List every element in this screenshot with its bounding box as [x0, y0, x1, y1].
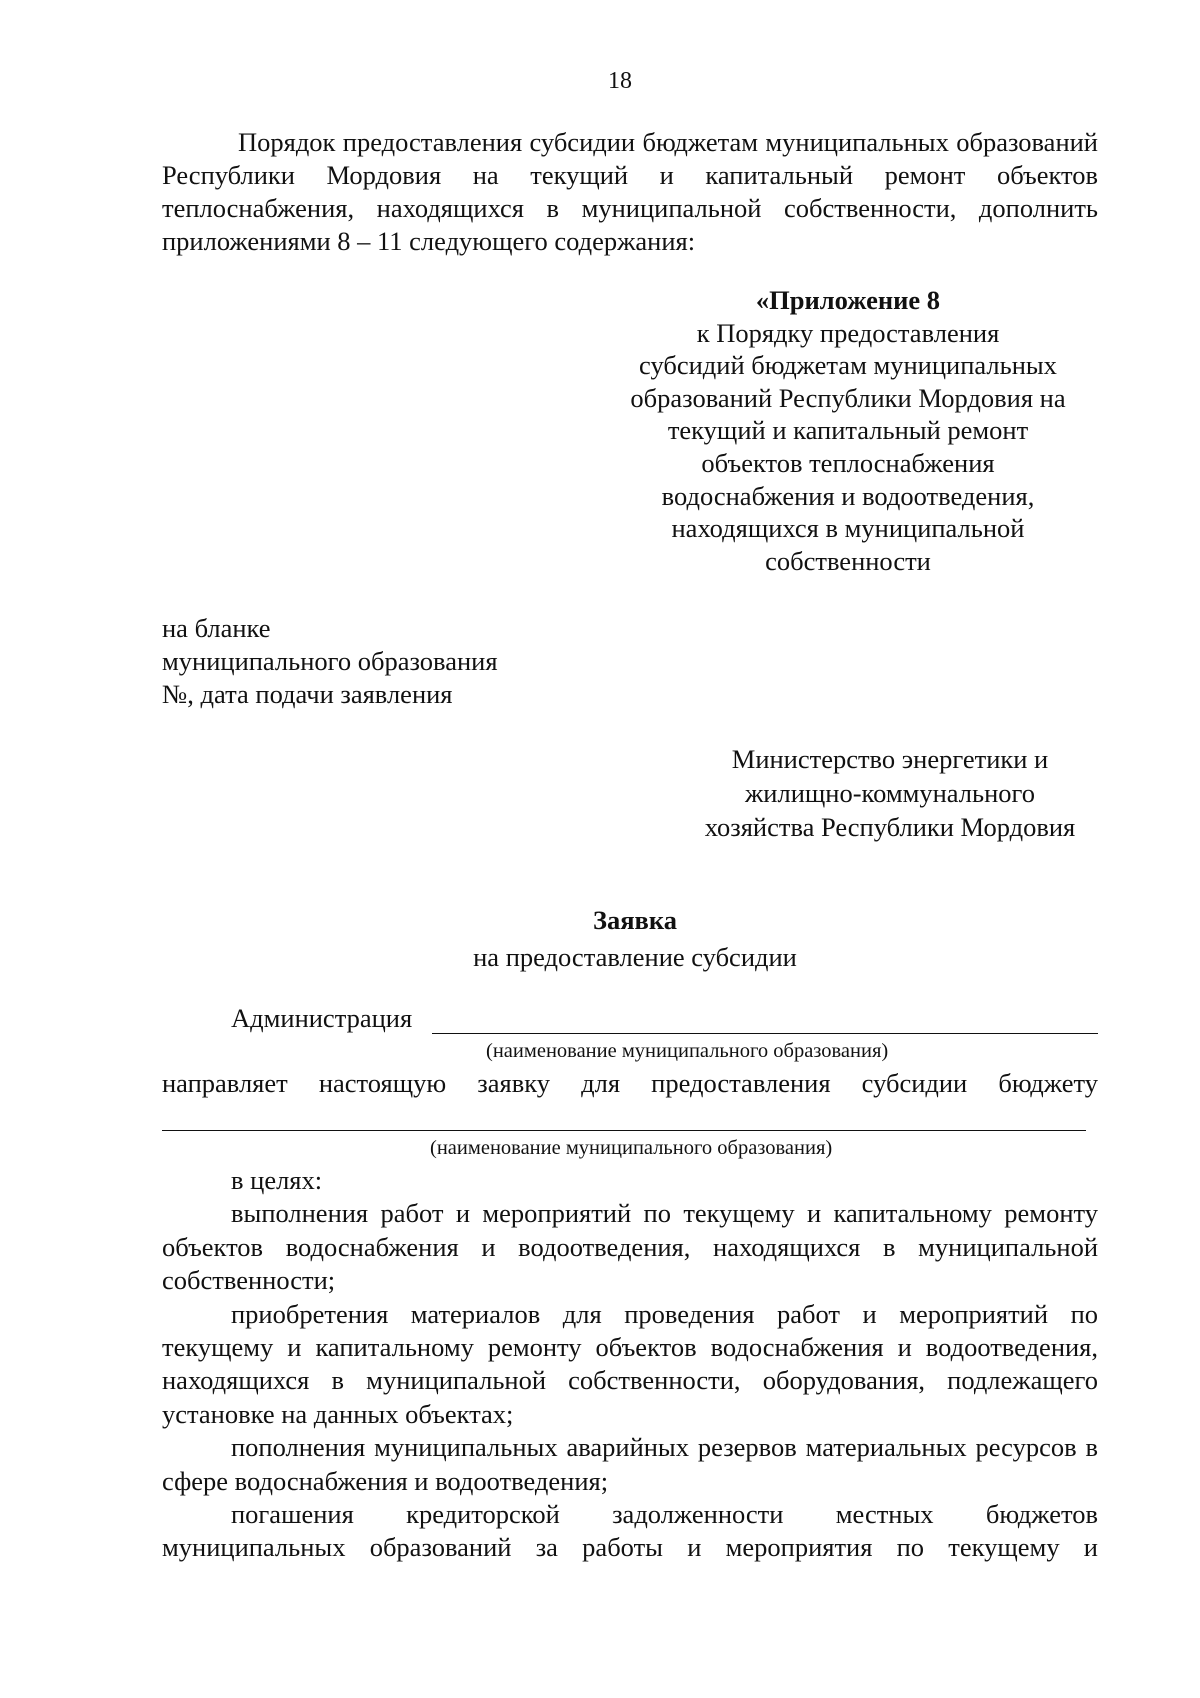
- directs-text: направляет настоящую заявку для предоставления субсидии бюджету: [162, 1068, 1098, 1098]
- addressee-block: [680, 742, 1100, 844]
- letterhead-line: №, дата подачи заявления: [162, 679, 453, 709]
- appendix-line: субсидий бюджетам муниципальных: [639, 350, 1057, 381]
- budget-name-field[interactable]: [162, 1130, 1086, 1131]
- appendix-heading: «Приложение 8: [755, 285, 941, 315]
- appendix-header: [598, 284, 1098, 577]
- municipality-name-field[interactable]: [432, 1033, 1098, 1034]
- addressee-line: хозяйства Республики Мордовия: [704, 812, 1076, 842]
- letterhead-line: муниципального образования: [162, 646, 498, 676]
- purpose-paragraph: приобретения материалов для проведения работ и мероприятий по текущему и капитальному ремонту объектов водоснабжения и водоотведения, находящихся в муниципальной собственности, оборудования, подлежащего установке на данных объектах;: [162, 1298, 1098, 1429]
- field-caption: (наименование муниципального образования): [486, 1040, 889, 1062]
- purpose-section: [162, 1164, 1098, 1565]
- appendix-line: водоснабжения и водоотведения,: [661, 480, 1035, 511]
- letterhead-note: [162, 612, 498, 711]
- page-number: 18: [608, 68, 632, 94]
- purpose-label: в целях:: [231, 1165, 323, 1195]
- purpose-paragraph: пополнения муниципальных аварийных резервов материальных ресурсов в сфере водоснабжения и водоотведения;: [162, 1432, 1098, 1496]
- form-title: Заявка: [592, 905, 677, 935]
- appendix-line: объектов теплоснабжения: [701, 447, 995, 478]
- field-caption: (наименование муниципального образования): [430, 1137, 833, 1159]
- appendix-line: собственности: [765, 545, 931, 576]
- appendix-line: текущий и капитальный ремонт: [667, 415, 1029, 446]
- addressee-line: жилищно-коммунального: [745, 778, 1035, 808]
- purpose-paragraph: погашения кредиторской задолженности местных бюджетов муниципальных образований за работы и мероприятия по текущему и: [162, 1499, 1098, 1563]
- form-subtitle: на предоставление субсидии: [473, 942, 797, 972]
- appendix-line: находящихся в муниципальной: [671, 513, 1025, 544]
- intro-paragraph: Порядок предоставления субсидии бюджетам муниципальных образований Республики Мордовия на текущий и капитальный ремонт объектов теплоснабжения, находящихся в муниципальной собственности, дополнить приложениями 8 – 11 следующего содержания:: [162, 127, 1098, 256]
- appendix-line: к Порядку предоставления: [696, 317, 1000, 348]
- admin-label: Администрация: [231, 1003, 413, 1033]
- letterhead-line: на бланке: [162, 613, 271, 643]
- appendix-line: образований Республики Мордовия на: [630, 382, 1066, 413]
- addressee-line: Министерство энергетики и: [731, 744, 1049, 774]
- purpose-paragraph: выполнения работ и мероприятий по текущему и капитальному ремонту объектов водоснабжения и водоотведения, находящихся в муниципальной собственности;: [162, 1198, 1098, 1296]
